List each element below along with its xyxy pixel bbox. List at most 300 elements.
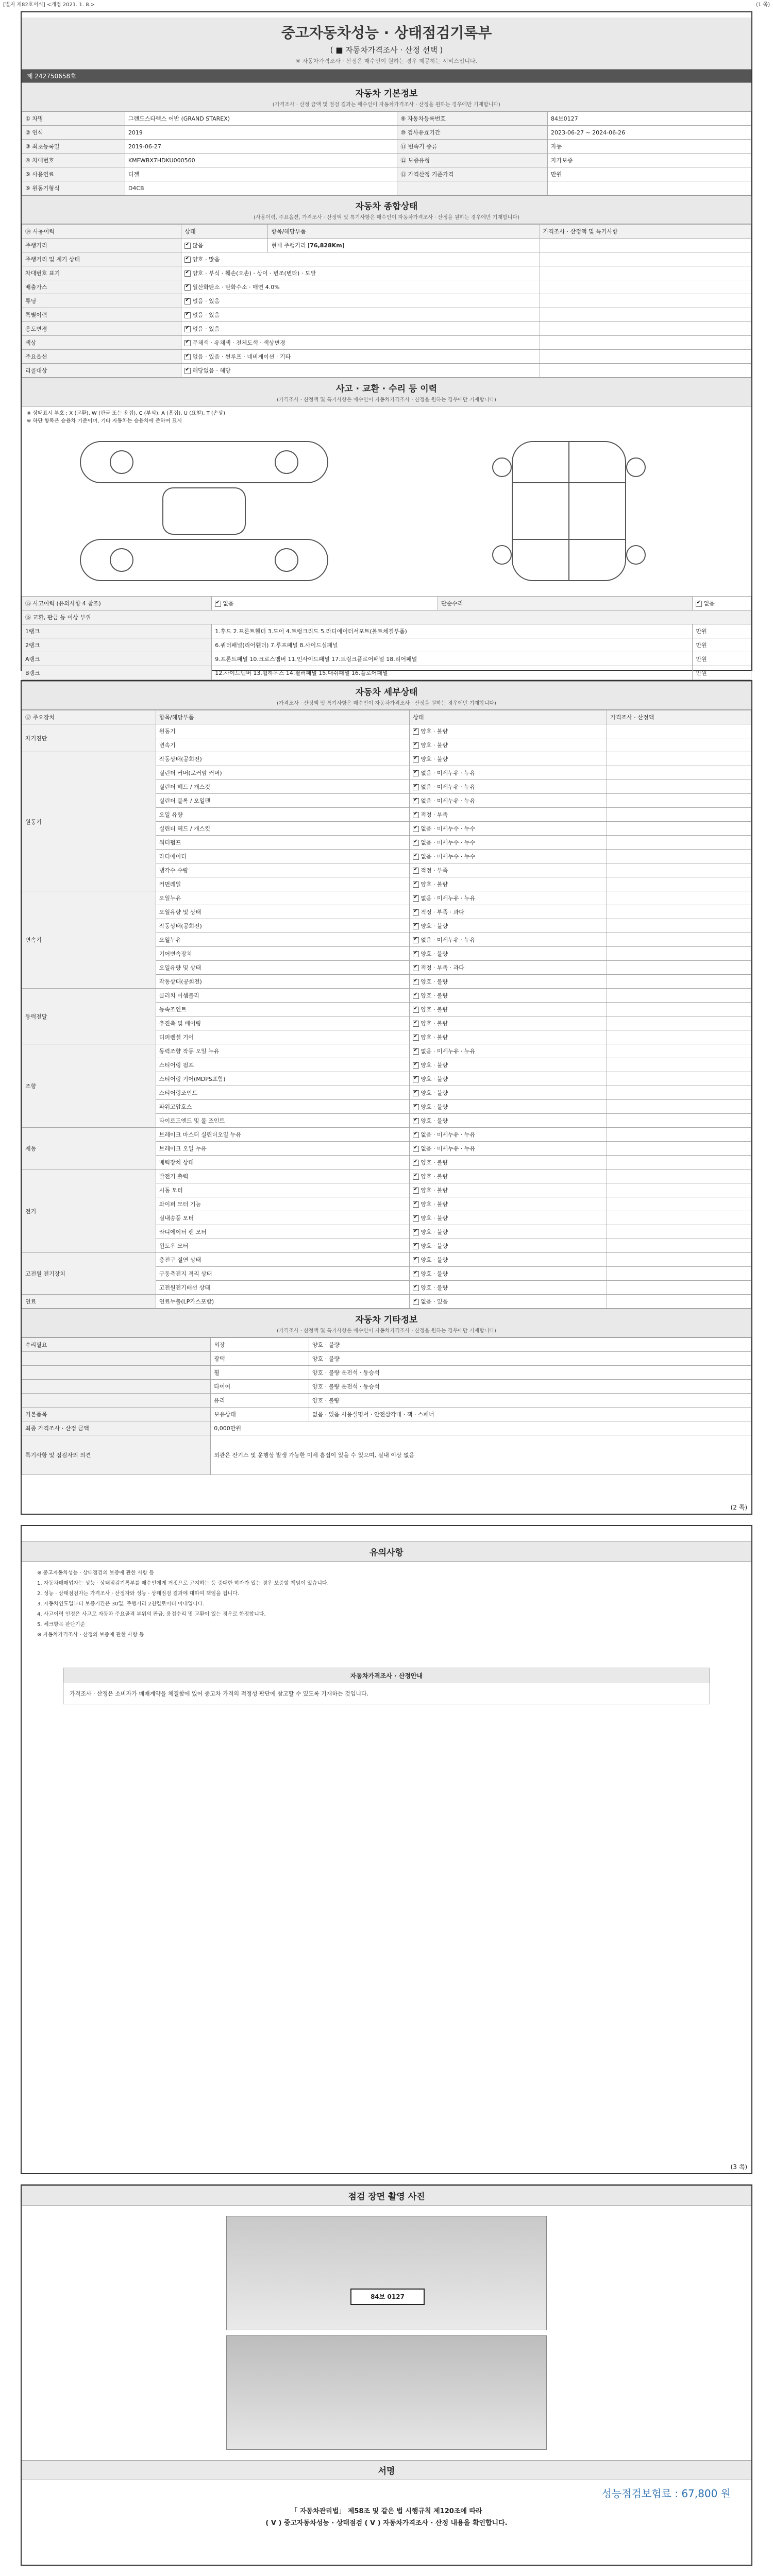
closing-title: 자동차가격조사 · 산정안내 [63, 1668, 710, 1683]
checkbox-icon [413, 909, 419, 916]
detail-item: 라디에이터 [156, 850, 409, 863]
detail-state: 없음 · 미세누유 · 누유 [421, 798, 476, 804]
rank-items: 9.프론트패널 10.크로스멤버 11.인사이드패널 17.트렁크플로어패널 18.리어패널 [212, 652, 693, 666]
repair-label: 단순수리 [438, 597, 692, 611]
detail-col: 항목/해당부품 [156, 710, 409, 724]
other-row [22, 1408, 751, 1421]
detail-state: 없음 · 있음 [421, 1298, 448, 1305]
summary-key: 튜닝 [22, 294, 181, 308]
detail-state: 없음 · 미세누유 · 누유 [421, 937, 476, 943]
doc-title: 중고자동차성능 · 상태점검기록부 [281, 24, 492, 41]
detail-group: 고전원 전기장치 [22, 1253, 156, 1295]
accident-result-label: ⑮ 사고이력 (유의사항 4 참조) [22, 597, 212, 611]
detail-state: 양호 · 불량 [421, 742, 448, 749]
notice-item: 4. 사고이력 인정은 사고로 자동차 주요골격 부위의 판금, 용접수리 및 교환이 있는 경우로 한정합니다. [37, 1612, 266, 1617]
detail-col: 가격조사 · 산정액 [607, 710, 751, 724]
notice-item: ※ 중고자동차성능 · 상태점검의 보증에 관한 사항 등 [37, 1570, 155, 1576]
other-row [22, 1366, 751, 1380]
basic-value: 만원 [548, 167, 751, 181]
page-count: (1 쪽) [755, 2, 770, 8]
checkbox-icon [413, 742, 419, 749]
rank-row [22, 638, 751, 652]
summary-row [22, 294, 751, 308]
detail-state: 양호 · 불량 [421, 923, 448, 929]
checkbox-icon [413, 1021, 419, 1027]
checkbox-icon [413, 1132, 419, 1138]
summary-value: 일산화탄소 · 탄화수소 · 매연 4.0% [192, 284, 280, 291]
other-value: 양호 · 불량 운전석 · 동승석 [309, 1380, 751, 1394]
basic-key: ⑥ 원동기형식 [22, 181, 125, 195]
summary-note: (사용이력, 주요옵션, 가격조사 · 산정액 및 특기사항은 매수인이 자동차가격조사 · 산정을 원하는 경우에만 기재합니다) [254, 215, 519, 221]
other-row [22, 1352, 751, 1366]
closing-text: 가격조사 · 산정은 소비자가 매매계약을 체결함에 있어 중고차 가격의 적정성 판단에 참고할 수 있도록 기재하는 것입니다. [70, 1690, 369, 1697]
detail-item: 냉각수 수량 [156, 863, 409, 877]
sign-foot-1: 「 자동차관리법」 제58조 및 같은 법 시행규칙 제120조에 따라 [291, 2507, 482, 2515]
detail-item: 타이로드엔드 및 볼 조인트 [156, 1114, 409, 1128]
detail-item: 작동상태(공회전) [156, 975, 409, 989]
detail-state: 양호 · 불량 [421, 756, 448, 762]
basic-value: D4CB [125, 181, 397, 195]
checkbox-icon [413, 728, 419, 735]
special-text: 외관은 잔기스 및 운행상 발생 가능한 미세 흠집이 있을 수 있으며, 실내 이상 없음 [211, 1435, 751, 1475]
detail-row [22, 1170, 751, 1183]
rank-unit: 만원 [693, 652, 751, 666]
basic-key: ⑩ 검사유효기간 [397, 126, 548, 140]
accident-header [22, 378, 751, 406]
mileage-label: 현재 주행거리 [271, 242, 306, 249]
summary-col: 항목/해당부품 [268, 225, 540, 239]
checkbox-icon [413, 1035, 419, 1041]
detail-state: 없음 · 미세누수 · 누수 [421, 839, 476, 846]
plate: 84보 0127 [350, 2289, 425, 2305]
detail-state: 없음 · 미세누유 · 누유 [421, 895, 476, 902]
photo-header [22, 2185, 751, 2206]
checkbox-icon [413, 1285, 419, 1291]
detail-item: 오일 유량 [156, 808, 409, 822]
checkbox-icon [184, 243, 191, 249]
checkbox-icon [413, 1090, 419, 1096]
detail-item: 브레이크 마스터 실린더오일 누유 [156, 1128, 409, 1142]
detail-state: 양호 · 불량 [421, 881, 448, 888]
detail-group: 원동기 [22, 752, 156, 891]
notice-list [22, 1562, 751, 1647]
basic-value: 자동 [548, 140, 751, 154]
summary-col: 상태 [181, 225, 268, 239]
photo-title: 점검 장면 촬영 사진 [348, 2192, 425, 2202]
summary-row [22, 364, 751, 378]
basic-value: 2019 [125, 126, 397, 140]
other-header [22, 1309, 751, 1337]
checkbox-icon [413, 1076, 419, 1082]
basic-value: 그랜드스타렉스 어반 (GRAND STAREX) [125, 112, 397, 126]
checkbox-icon [413, 1160, 419, 1166]
detail-item: 와이퍼 모터 기능 [156, 1197, 409, 1211]
inspection-photo-rear [226, 2335, 547, 2450]
other-row [22, 1338, 751, 1352]
basic-row [22, 126, 751, 140]
basic-info-title: 자동차 기본정보 [355, 89, 418, 99]
basic-value: 2019-06-27 [125, 140, 397, 154]
rank-label: ⑯ 교환, 판금 등 이상 부위 [22, 611, 751, 624]
detail-state: 적정 · 부족 · 과다 [421, 909, 464, 916]
summary-col: ⑭ 사용이력 [22, 225, 181, 239]
form-topline [0, 0, 773, 9]
sign-header [22, 2460, 751, 2480]
accident-result: 없음 [223, 600, 234, 607]
checkbox-icon [413, 951, 419, 957]
detail-state: 없음 · 미세누수 · 누수 [421, 825, 476, 832]
car-diagram [22, 426, 751, 596]
checkbox-icon [413, 1062, 419, 1069]
checkbox-icon [184, 354, 191, 360]
detail-item: 동력조향 작동 오일 누유 [156, 1044, 409, 1058]
basic-row [22, 181, 751, 195]
page-2 [21, 680, 752, 1515]
checkbox-icon [413, 1146, 419, 1152]
basic-row [22, 140, 751, 154]
detail-state: 양호 · 불량 [421, 951, 448, 957]
detail-state: 적정 · 부족 [421, 811, 448, 818]
detail-group: 연료 [22, 1295, 156, 1309]
checkbox-icon [413, 1048, 419, 1055]
detail-group: 전기 [22, 1170, 156, 1253]
detail-row [22, 1044, 751, 1058]
summary-key: 주행거리 및 계기 상태 [22, 252, 181, 266]
detail-row [22, 724, 751, 738]
checkbox-icon [413, 1215, 419, 1222]
detail-item: 추진축 및 베어링 [156, 1016, 409, 1030]
checkbox-icon [413, 1188, 419, 1194]
other-key [22, 1352, 211, 1366]
detail-item: 파워고압호스 [156, 1100, 409, 1114]
basic-value: 디젤 [125, 167, 397, 181]
detail-table [22, 710, 751, 1309]
detail-row [22, 1253, 751, 1267]
car-outline-right [425, 431, 713, 591]
other-row [22, 1394, 751, 1408]
detail-state: 양호 · 불량 [421, 1201, 448, 1208]
checkbox-icon [413, 1229, 419, 1235]
mileage-row: 주행거리 ✔ 많음 현재 주행거리 [76,828Km] [22, 239, 751, 252]
closing-box [63, 1668, 710, 1704]
detail-state: 양호 · 불량 [421, 1243, 448, 1249]
basic-row [22, 167, 751, 181]
detail-state: 양호 · 불량 [421, 1257, 448, 1263]
checkbox-icon [413, 826, 419, 832]
checkbox-icon [184, 340, 191, 346]
checkbox-icon [696, 601, 702, 607]
other-value: 양호 · 불량 [309, 1394, 751, 1408]
detail-item: 스티어링 기어(MDPS포함) [156, 1072, 409, 1086]
checkbox-icon [413, 1299, 419, 1305]
basic-info-note: (가격조사 · 산정 금액 및 점검 결과는 매수인이 자동차가격조사 · 산정을 원하는 경우에만 기재합니다) [273, 102, 500, 108]
checkbox-icon [184, 298, 191, 304]
detail-group: 변속기 [22, 891, 156, 989]
summary-key: 색상 [22, 336, 181, 350]
checkbox-icon [413, 965, 419, 971]
basic-key: ⑬ 가격산정 기준가격 [397, 167, 548, 181]
detail-item: 라디에이터 팬 모터 [156, 1225, 409, 1239]
summary-row [22, 350, 751, 364]
basic-key: ⑫ 보증유형 [397, 154, 548, 167]
checkbox-icon [413, 923, 419, 929]
detail-item: 원동기 [156, 724, 409, 738]
checkbox-icon [413, 1201, 419, 1208]
other-title: 자동차 기타정보 [355, 1315, 418, 1325]
detail-state: 양호 · 불량 [421, 1020, 448, 1027]
repair-result: 없음 [703, 600, 715, 607]
detail-state: 양호 · 불량 [421, 1215, 448, 1222]
other-table [22, 1337, 751, 1475]
other-key: 수리필요 [22, 1338, 211, 1352]
checkbox-icon [184, 270, 191, 277]
summary-key: 리콜대상 [22, 364, 181, 378]
summary-value: 양호 · 많음 [192, 256, 220, 263]
doc-note: ※ 자동차가격조사 · 산정은 매수인이 원하는 경우 제공하는 서비스입니다. [295, 58, 478, 64]
detail-item: 오일누유 [156, 933, 409, 947]
accident-note: (가격조사 · 산정액 및 특기사항은 매수인이 자동차가격조사 · 산정을 원하는 경우에만 기재합니다) [277, 397, 496, 403]
checkbox-icon [413, 784, 419, 790]
checkbox-icon [413, 1104, 419, 1110]
fee-value: 67,800 원 [681, 2487, 731, 2500]
other-row [22, 1380, 751, 1394]
checkbox-icon [413, 1257, 419, 1263]
legend-line-1: ※ 상태표시 부호 : X (교환), W (판금 또는 용접), C (부식), A (흠집), U (요철), T (손상) [27, 411, 226, 416]
notice-item: ※ 자동차가격조사 · 산정의 보증에 관한 사항 등 [37, 1632, 144, 1638]
detail-item: 실린더 커버(로커암 커버) [156, 766, 409, 780]
detail-state: 양호 · 불량 [421, 1270, 448, 1277]
sign-foot-2: ( V ) 중고자동차성능 · 상태점검 ( V ) 자동차가격조사 · 산정 내용을 확인합니다. [265, 2519, 508, 2527]
detail-state: 양호 · 불량 [421, 1062, 448, 1069]
rank-name: 2랭크 [22, 638, 212, 652]
summary-row [22, 336, 751, 350]
basic-key [397, 181, 548, 195]
detail-state: 없음 · 미세누유 · 누유 [421, 784, 476, 790]
summary-value: 없음 · 있음 [192, 298, 220, 304]
detail-item: 스티어링조인트 [156, 1086, 409, 1100]
rank-items: 6.쿼터패널(리어휀더) 7.루프패널 8.사이드실패널 [212, 638, 693, 652]
detail-state: 양호 · 불량 [421, 992, 448, 999]
detail-state: 양호 · 불량 [421, 1173, 448, 1180]
summary-value: 없음 · 있음 · 썬루프 · 네비게이션 · 기타 [192, 353, 291, 360]
notice-item: 1. 자동차매매업자는 성능 · 상태점검기록부를 매수인에게 거짓으로 고지하는 등 중대한 하자가 있는 경우 보증할 책임이 있습니다. [37, 1581, 329, 1586]
summary-value: 무채색 · 유채색 · 전체도색 · 색상변경 [192, 340, 285, 346]
total-value: 0,000만원 [211, 1421, 751, 1435]
detail-state: 양호 · 불량 [421, 1117, 448, 1124]
detail-item: 워터펌프 [156, 836, 409, 850]
rank-name: 1랭크 [22, 624, 212, 638]
basic-value: 84보0127 [548, 112, 751, 126]
rank-unit: 만원 [693, 638, 751, 652]
detail-note: (가격조사 · 산정액 및 특기사항은 매수인이 자동차가격조사 · 산정을 원하는 경우에만 기재합니다) [277, 701, 496, 706]
other-sub: 광택 [211, 1352, 309, 1366]
detail-row [22, 752, 751, 766]
notice-item: 3. 자동차인도일부터 보증기간은 30일, 주행거리 2천킬로미터 이내입니다. [37, 1601, 205, 1607]
detail-state: 없음 · 미세누유 · 누유 [421, 770, 476, 776]
other-sub: 보유상태 [211, 1408, 309, 1421]
insurance-fee [22, 2480, 751, 2505]
basic-key: ② 연식 [22, 126, 125, 140]
detail-item: 발전기 출력 [156, 1170, 409, 1183]
rank-unit: 만원 [693, 624, 751, 638]
other-key [22, 1380, 211, 1394]
summary-row [22, 280, 751, 294]
checkbox-icon [413, 882, 419, 888]
other-key [22, 1394, 211, 1408]
checkbox-icon [413, 812, 419, 818]
detail-item: 실린더 헤드 / 개스킷 [156, 822, 409, 836]
detail-item: 고전원전기배선 상태 [156, 1281, 409, 1295]
inspection-photo-front [226, 2216, 547, 2330]
detail-item: 배력장치 상태 [156, 1156, 409, 1170]
detail-row [22, 1128, 751, 1142]
notice-title: 유의사항 [369, 1548, 404, 1558]
summary-row [22, 322, 751, 336]
basic-key: ⑨ 자동차등록번호 [397, 112, 548, 126]
detail-item: 클러치 어셈블리 [156, 989, 409, 1003]
accident-table [22, 596, 751, 694]
detail-state: 양호 · 불량 [421, 1284, 448, 1291]
detail-state: 양호 · 불량 [421, 1034, 448, 1041]
detail-item: 작동상태(공회전) [156, 919, 409, 933]
summary-row [22, 252, 751, 266]
rank-name: B랭크 [22, 666, 212, 680]
sign-title: 서명 [378, 2466, 395, 2477]
detail-item: 시동 모터 [156, 1183, 409, 1197]
notice-header [22, 1541, 751, 1562]
detail-item: 변속기 [156, 738, 409, 752]
detail-item: 윈도우 모터 [156, 1239, 409, 1253]
detail-item: 실린더 블록 / 오일팬 [156, 794, 409, 808]
detail-item: 연료누출(LP가스포함) [156, 1295, 409, 1309]
summary-key: 차대번호 표기 [22, 266, 181, 280]
detail-state: 없음 · 미세누유 · 누유 [421, 1145, 476, 1152]
detail-item: 오일유량 및 상태 [156, 961, 409, 975]
checkbox-icon [413, 798, 419, 804]
basic-key: ⑪ 변속기 종류 [397, 140, 548, 154]
basic-row [22, 112, 751, 126]
basic-info-header [22, 82, 751, 111]
checkbox-icon [184, 368, 191, 374]
checkbox-icon [413, 979, 419, 985]
other-value: 없음 · 있음 사용설명서 · 안전삼각대 · 잭 · 스패너 [309, 1408, 751, 1421]
rank-row [22, 652, 751, 666]
detail-item: 실내송풍 모터 [156, 1211, 409, 1225]
fee-label: 성능점검보험료 : [601, 2487, 678, 2500]
other-key [22, 1366, 211, 1380]
summary-key: 용도변경 [22, 322, 181, 336]
basic-key: ① 차명 [22, 112, 125, 126]
detail-group: 조향 [22, 1044, 156, 1128]
accident-legend [22, 406, 751, 426]
checkbox-icon [413, 1271, 419, 1277]
summary-value: 해당없음 · 해당 [192, 367, 231, 374]
checkbox-icon [413, 937, 419, 943]
page-2-number: (2 쪽) [730, 1504, 747, 1511]
other-value: 양호 · 불량 [309, 1352, 751, 1366]
summary-table [22, 224, 751, 378]
detail-state: 적정 · 부족 · 과다 [421, 964, 464, 971]
mileage-value: 76,828Km [310, 242, 342, 249]
notice-item: 5. 체크항목 판단기준 [37, 1622, 86, 1628]
basic-key: ④ 차대번호 [22, 154, 125, 167]
detail-item: 브레이크 오일 누유 [156, 1142, 409, 1156]
basic-info-table [22, 111, 751, 195]
checkbox-icon [413, 895, 419, 902]
rank-row [22, 666, 751, 680]
other-sub: 유리 [211, 1394, 309, 1408]
special-label: 특기사항 및 점검자의 의견 [22, 1435, 211, 1475]
checkbox-icon [413, 1174, 419, 1180]
checkbox-icon [413, 993, 419, 999]
checkbox-icon [413, 840, 419, 846]
summary-header [22, 195, 751, 224]
form-number: [별지 제82호서식] <개정 2021. 1. 8.> [3, 2, 95, 8]
detail-item: 오일누유 [156, 891, 409, 905]
doc-subtitle: ( ■ 자동차가격조사 · 산정 선택 ) [330, 45, 443, 55]
other-sub: 타이어 [211, 1380, 309, 1394]
checkbox-icon [184, 257, 191, 263]
detail-state: 양호 · 불량 [421, 1229, 448, 1235]
page-3 [21, 1525, 752, 2174]
rank-row [22, 624, 751, 638]
legend-line-2: ※ 하단 항목은 승용차 기준이며, 기타 자동차는 승용차에 준하여 표시 [27, 418, 182, 424]
detail-group: 동력전달 [22, 989, 156, 1044]
detail-title: 자동차 세부상태 [355, 687, 418, 698]
record-number: 제 242750658호 [22, 70, 751, 82]
rank-name: A랭크 [22, 652, 212, 666]
checkbox-icon [413, 1007, 419, 1013]
detail-item: 커먼레일 [156, 877, 409, 891]
basic-value: 자가보증 [548, 154, 751, 167]
summary-key: 특별이력 [22, 308, 181, 322]
summary-value: 없음 · 있음 [192, 312, 220, 318]
summary-col: 가격조사 · 산정액 및 특기사항 [540, 225, 751, 239]
summary-row [22, 266, 751, 280]
detail-state: 적정 · 부족 [421, 867, 448, 874]
detail-item: 디퍼렌셜 기어 [156, 1030, 409, 1044]
other-sub: 휠 [211, 1366, 309, 1380]
summary-row [22, 308, 751, 322]
detail-state: 양호 · 불량 [421, 1076, 448, 1082]
checkbox-icon [413, 756, 419, 762]
detail-state: 양호 · 불량 [421, 1159, 448, 1166]
other-value: 양호 · 불량 [309, 1338, 751, 1352]
rank-items: 1.후드 2.프론트휀더 3.도어 4.트렁크리드 5.라디에이터서포트(볼트체결부품) [212, 624, 693, 638]
checkbox-icon [184, 326, 191, 332]
checkbox-icon [413, 854, 419, 860]
detail-state: 양호 · 불량 [421, 1006, 448, 1013]
notice-item: 2. 성능 · 상태점검자는 가격조사 · 산정자와 성능 · 상태점검 결과에 대하여 책임을 집니다. [37, 1591, 240, 1597]
checkbox-icon [184, 284, 191, 291]
checkbox-icon [413, 868, 419, 874]
detail-item: 작동상태(공회전) [156, 752, 409, 766]
detail-state: 양호 · 불량 [421, 1090, 448, 1096]
detail-item: 등속조인트 [156, 1003, 409, 1016]
detail-item: 충전구 절연 상태 [156, 1253, 409, 1267]
page-4 [21, 2184, 752, 2566]
detail-group: 자기진단 [22, 724, 156, 752]
basic-value: KMFWBX7HDKU000560 [125, 154, 397, 167]
title-band [22, 18, 751, 70]
basic-row [22, 154, 751, 167]
detail-state: 양호 · 불량 [421, 978, 448, 985]
other-value: 양호 · 불량 운전석 · 동승석 [309, 1366, 751, 1380]
detail-state: 양호 · 불량 [421, 1104, 448, 1110]
basic-value [548, 181, 751, 195]
checkbox-icon [215, 601, 221, 607]
summary-title: 자동차 종합상태 [355, 201, 418, 212]
